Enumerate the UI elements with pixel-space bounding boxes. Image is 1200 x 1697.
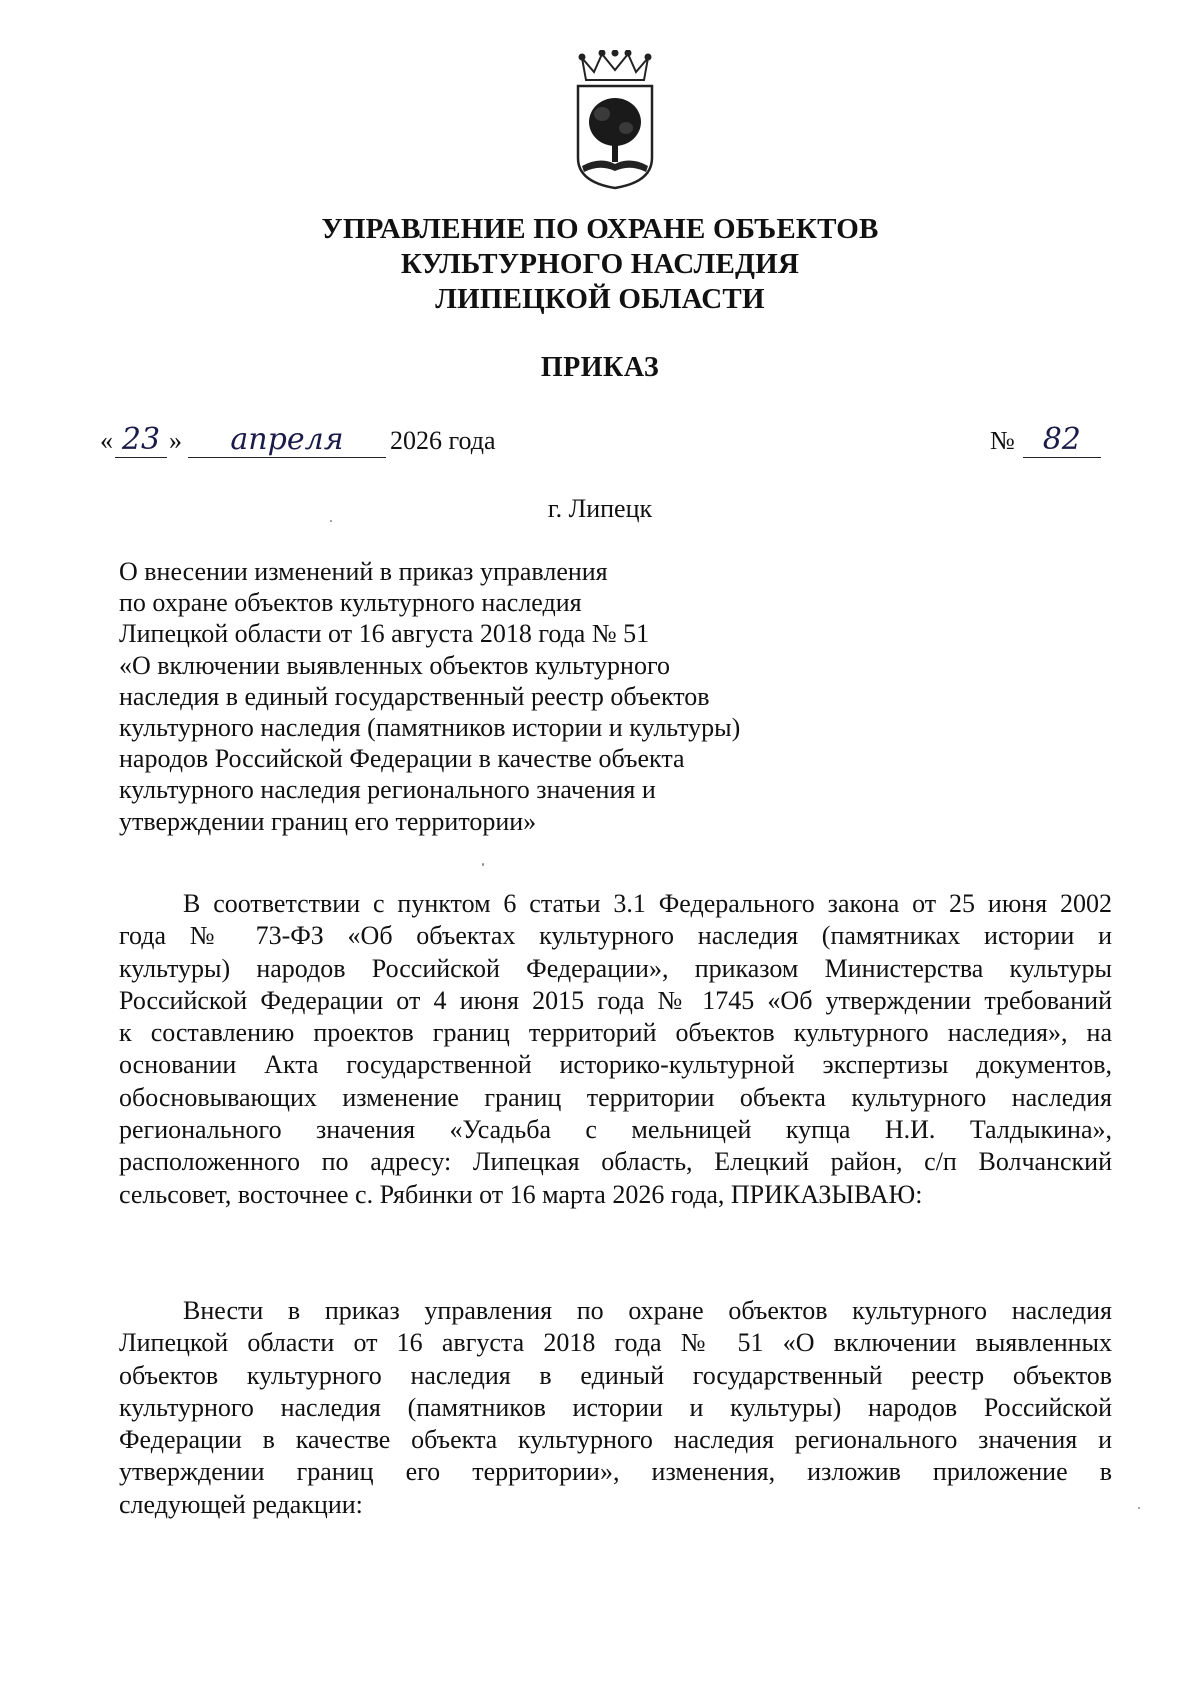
org-line: ЛИПЕЦКОЙ ОБЛАСТИ [435, 283, 765, 315]
paragraph-line: Липецкой области от 16 августа 2018 года № 51 «О включении выявленных [119, 1328, 1112, 1358]
date-year-text: 2026 года [390, 426, 496, 455]
order-subject [119, 556, 740, 837]
oak-tree-icon [589, 98, 641, 162]
paragraph-line: утверждении границ его территории», изменения, изложив приложение в [119, 1457, 1112, 1487]
document-type-title: ПРИКАЗ [540, 352, 660, 383]
order-number [990, 422, 1101, 458]
operative-paragraph [119, 1295, 1112, 1521]
paragraph-line: года № 73-ФЗ «Об объектах культурного наследия (памятниках истории и [119, 921, 1112, 951]
coat-of-arms-emblem [572, 50, 658, 190]
order-date [100, 422, 496, 458]
org-line: КУЛЬТУРНОГО НАСЛЕДИЯ [400, 248, 800, 280]
date-open-quote: « [100, 426, 113, 455]
number-value-handwritten: 82 [1023, 422, 1101, 458]
subject-line: по охране объектов культурного наследия [119, 588, 582, 618]
number-label: № [990, 426, 1015, 455]
subject-line: О внесении изменений в приказ управления [119, 557, 608, 586]
crown-icon [580, 51, 651, 81]
paragraph-line: культуры) народов Российской Федерации», приказом Министерства культуры [119, 953, 1112, 983]
preamble-paragraph [119, 888, 1112, 1211]
paragraph-line: основании Акта государственной историко-культурной экспертизы документов, [119, 1050, 1112, 1080]
organization-name [200, 212, 1000, 317]
city-line: г. Липецк [547, 494, 653, 523]
paragraph-line: объектов культурного наследия в единый государственный реестр объектов [119, 1360, 1112, 1390]
subject-line: культурного наследия регионального значения и [119, 775, 656, 805]
subject-line: Липецкой области от 16 августа 2018 года № 51 [119, 619, 650, 649]
paragraph-line: обосновывающих изменение границ территории объекта культурного наследия [119, 1082, 1112, 1112]
date-day-handwritten: 23 [115, 422, 167, 458]
org-line: УПРАВЛЕНИЕ ПО ОХРАНЕ ОБЪЕКТОВ [321, 213, 879, 245]
paragraph-line: к составлению проектов границ территорий объектов культурного наследия», на [119, 1018, 1112, 1048]
subject-line: «О включении выявленных объектов культурного [119, 650, 670, 680]
paragraph-line: Российской Федерации от 4 июня 2015 года № 1745 «Об утверждении требований [119, 985, 1112, 1015]
scan-speck [330, 520, 332, 522]
subject-line: наследия в единый государственный реестр объектов [119, 681, 710, 711]
paragraph-line: расположенного по адресу: Липецкая область, Елецкий район, с/п Волчанский [119, 1147, 1112, 1177]
subject-line: утверждении границ его территории» [119, 806, 537, 836]
hills-icon [582, 160, 648, 172]
paragraph-line: сельсовет, восточнее с. Рябинки от 16 марта 2026 года, ПРИКАЗЫВАЮ: [119, 1179, 923, 1209]
paragraph-line: культурного наследия (памятников истории и культуры) народов Российской [119, 1392, 1112, 1422]
paragraph-line: Внести в приказ управления по охране объектов культурного наследия [183, 1296, 1112, 1325]
date-month-handwritten: апреля [188, 422, 386, 458]
scan-speck [1138, 1507, 1140, 1509]
scan-speck [482, 863, 484, 866]
subject-line: народов Российской Федерации в качестве объекта [119, 744, 685, 774]
subject-line: культурного наследия (памятников истории и культуры) [119, 713, 741, 743]
paragraph-line: В соответствии с пунктом 6 статьи 3.1 Федерального закона от 25 июня 2002 [183, 889, 1112, 918]
paragraph-line: Федерации в качестве объекта культурного наследия регионального значения и [119, 1425, 1112, 1455]
date-close-quote: » [169, 426, 182, 455]
paragraph-line: следующей редакции: [119, 1489, 363, 1519]
paragraph-line: регионального значения «Усадьба с мельницей купца Н.И. Талдыкина», [119, 1115, 1112, 1145]
